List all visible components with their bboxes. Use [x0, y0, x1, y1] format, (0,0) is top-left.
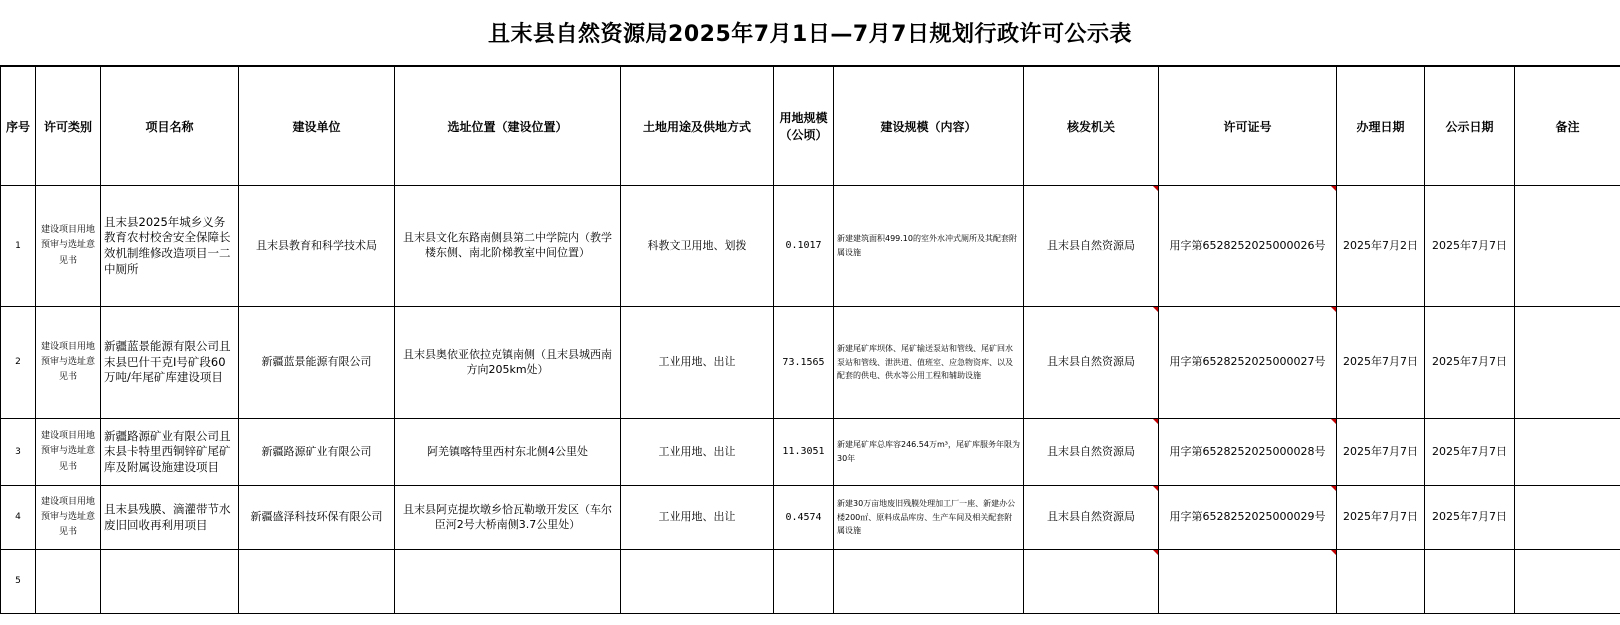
cell-scale: 新建建筑面积499.10的室外水冲式厕所及其配套附属设施	[834, 186, 1024, 307]
cell-publish-date: 2025年7月7日	[1425, 186, 1515, 307]
cell-authority: 且末县自然资源局	[1024, 186, 1159, 307]
cell-publish-date: 2025年7月7日	[1425, 419, 1515, 486]
cell-authority: 且末县自然资源局	[1024, 307, 1159, 419]
header-remark: 备注	[1515, 67, 1620, 186]
cell-area	[774, 550, 834, 614]
cell-scale	[834, 550, 1024, 614]
cell-handle-date: 2025年7月7日	[1337, 486, 1425, 550]
cell-handle-date: 2025年7月7日	[1337, 307, 1425, 419]
header-land-use: 土地用途及供地方式	[621, 67, 774, 186]
cell-remark	[1515, 486, 1620, 550]
cell-land-use: 工业用地、出让	[621, 486, 774, 550]
cell-publish-date: 2025年7月7日	[1425, 307, 1515, 419]
table-row	[1, 186, 1620, 307]
cell-type: 建设项目用地预审与选址意见书	[36, 186, 101, 307]
page-title: 且末县自然资源局2025年7月1日—7月7日规划行政许可公示表	[488, 22, 1132, 47]
cell-license: 用字第6528252025000027号	[1159, 307, 1337, 419]
cell-remark	[1515, 419, 1620, 486]
cell-area: 73.1565	[774, 307, 834, 419]
header-handle-date: 办理日期	[1337, 67, 1425, 186]
header-seq: 序号	[1, 67, 36, 186]
table-row	[1, 486, 1620, 550]
cell-project: 且末县2025年城乡义务教育农村校舍安全保障长效机制维修改造项目一二中厕所	[101, 186, 239, 307]
cell-publish-date: 2025年7月7日	[1425, 486, 1515, 550]
header-authority: 核发机关	[1024, 67, 1159, 186]
cell-location: 阿羌镇喀特里西村东北侧4公里处	[395, 419, 621, 486]
cell-type: 建设项目用地预审与选址意见书	[36, 486, 101, 550]
header-unit: 建设单位	[239, 67, 395, 186]
cell-project: 新疆路源矿业有限公司且末县卡特里西铜锌矿尾矿库及附属设施建设项目	[101, 419, 239, 486]
cell-location: 且末县文化东路南侧县第二中学院内（教学楼东侧、南北阶梯教室中间位置）	[395, 186, 621, 307]
cell-handle-date: 2025年7月7日	[1337, 419, 1425, 486]
cell-seq: 5	[1, 550, 36, 614]
table-row	[1, 550, 1620, 614]
cell-land-use: 科教文卫用地、划拨	[621, 186, 774, 307]
cell-license: 用字第6528252025000026号	[1159, 186, 1337, 307]
cell-authority: 且末县自然资源局	[1024, 419, 1159, 486]
table-row	[1, 419, 1620, 486]
cell-unit: 且末县教育和科学技术局	[239, 186, 395, 307]
cell-remark	[1515, 550, 1620, 614]
cell-scale: 新建尾矿库总库容246.54万m³，尾矿库服务年限为30年	[834, 419, 1024, 486]
header-license: 许可证号	[1159, 67, 1337, 186]
cell-type: 建设项目用地预审与选址意见书	[36, 307, 101, 419]
cell-license: 用字第6528252025000029号	[1159, 486, 1337, 550]
table-row	[1, 307, 1620, 419]
cell-type	[36, 550, 101, 614]
cell-area: 0.4574	[774, 486, 834, 550]
cell-unit: 新疆蓝景能源有限公司	[239, 307, 395, 419]
cell-license	[1159, 550, 1337, 614]
cell-authority	[1024, 550, 1159, 614]
header-location: 选址位置（建设位置）	[395, 67, 621, 186]
cell-area: 0.1017	[774, 186, 834, 307]
cell-unit: 新疆盛泽科技环保有限公司	[239, 486, 395, 550]
cell-type: 建设项目用地预审与选址意见书	[36, 419, 101, 486]
cell-handle-date	[1337, 550, 1425, 614]
cell-land-use: 工业用地、出让	[621, 307, 774, 419]
cell-unit	[239, 550, 395, 614]
permit-table	[0, 66, 1620, 614]
cell-seq: 3	[1, 419, 36, 486]
cell-license: 用字第6528252025000028号	[1159, 419, 1337, 486]
cell-area: 11.3051	[774, 419, 834, 486]
cell-handle-date: 2025年7月2日	[1337, 186, 1425, 307]
header-row	[1, 67, 1620, 186]
cell-seq: 2	[1, 307, 36, 419]
header-area: 用地规模（公顷）	[774, 67, 834, 186]
cell-location	[395, 550, 621, 614]
cell-location: 且末县奥依亚依拉克镇南侧（且末县城西南方向205km处）	[395, 307, 621, 419]
header-project: 项目名称	[101, 67, 239, 186]
cell-seq: 1	[1, 186, 36, 307]
cell-scale: 新建30万亩地废旧残膜处理加工厂一座、新建办公楼200㎡、原料成品库房、生产车间及相关配套附属设施	[834, 486, 1024, 550]
cell-project	[101, 550, 239, 614]
header-publish-date: 公示日期	[1425, 67, 1515, 186]
cell-unit: 新疆路源矿业有限公司	[239, 419, 395, 486]
cell-scale: 新建尾矿库坝体、尾矿输送泵站和管线、尾矿回水泵站和管线、泄洪道、值班室、应急物资库、以及配套的供电、供水等公用工程和辅助设施	[834, 307, 1024, 419]
header-type: 许可类别	[36, 67, 101, 186]
cell-publish-date	[1425, 550, 1515, 614]
cell-land-use: 工业用地、出让	[621, 419, 774, 486]
cell-authority: 且末县自然资源局	[1024, 486, 1159, 550]
cell-seq: 4	[1, 486, 36, 550]
cell-project: 且末县残膜、滴灌带节水废旧回收再利用项目	[101, 486, 239, 550]
cell-location: 且末县阿克提坎墩乡恰瓦勒墩开发区（车尔臣河2号大桥南侧3.7公里处）	[395, 486, 621, 550]
header-scale: 建设规模（内容）	[834, 67, 1024, 186]
cell-remark	[1515, 186, 1620, 307]
cell-project: 新疆蓝景能源有限公司且末县巴什干克Ⅰ号矿段60万吨/年尾矿库建设项目	[101, 307, 239, 419]
title-row	[0, 0, 1620, 66]
cell-land-use	[621, 550, 774, 614]
cell-remark	[1515, 307, 1620, 419]
